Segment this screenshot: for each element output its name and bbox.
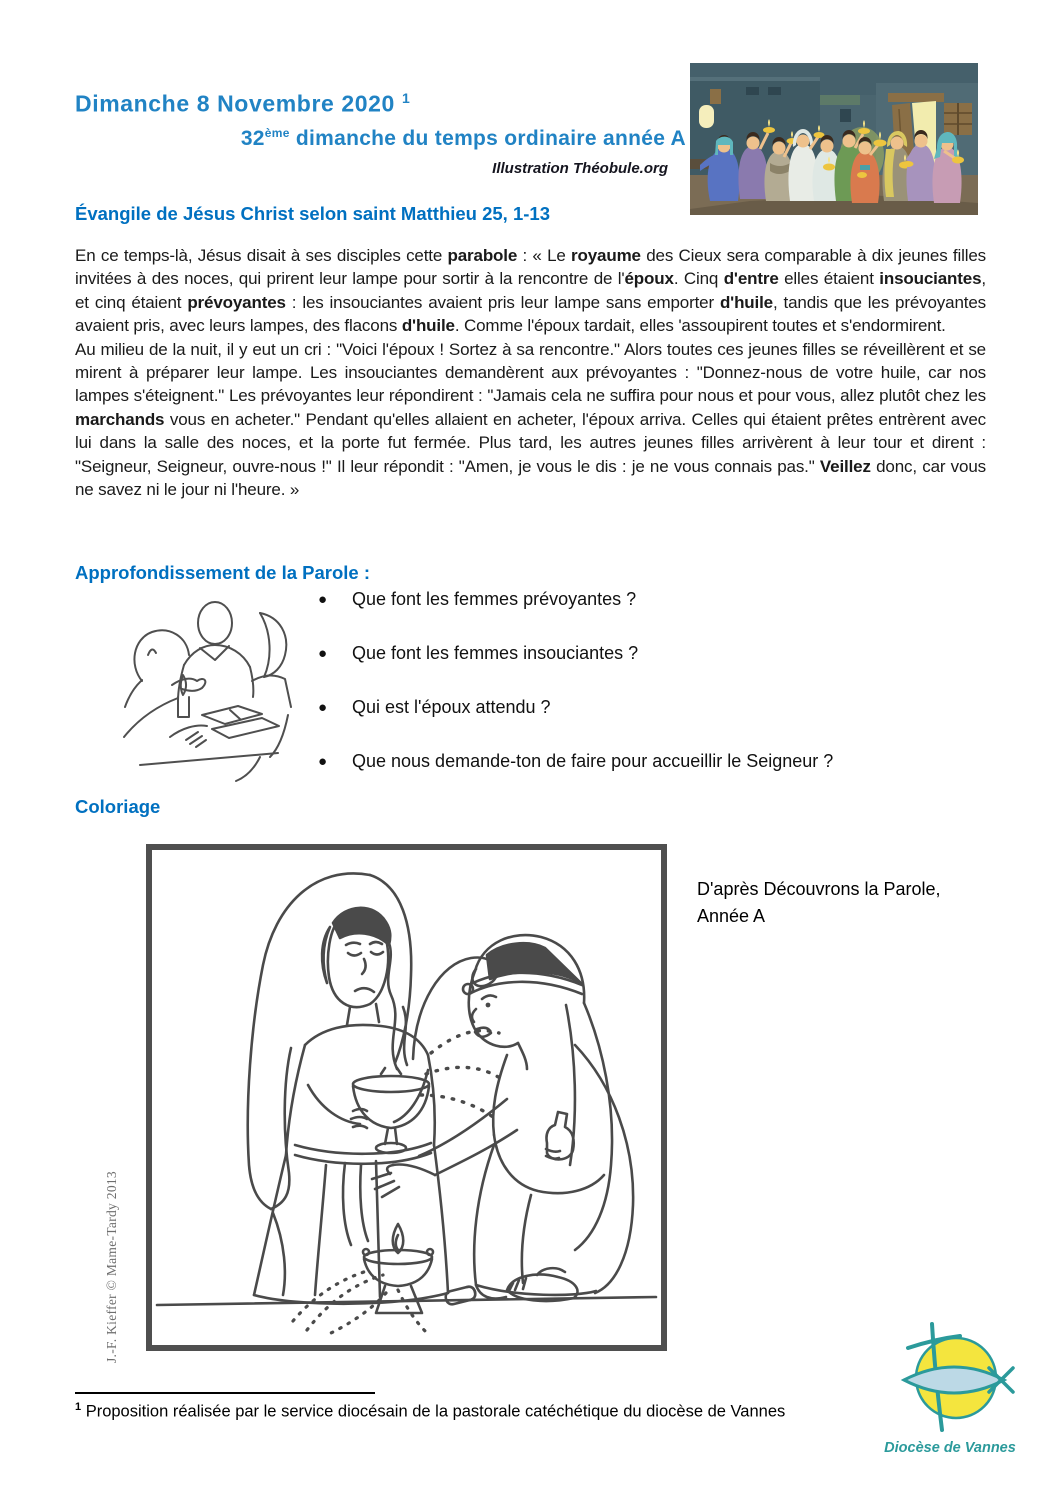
coloring-source-credit	[697, 876, 997, 930]
diocese-de-vannes-logo	[886, 1318, 1016, 1440]
subtitle-text: dimanche du temps ordinaire année A	[289, 127, 686, 150]
bullet-icon: ●	[318, 591, 328, 608]
bullet-icon: ●	[318, 645, 328, 662]
gospel-heading: Évangile de Jésus Christ selon saint Matthieu 25, 1-13	[75, 203, 550, 224]
question-item	[318, 750, 958, 773]
subtitle-number: 32	[240, 127, 265, 150]
approfondissement-heading: Approfondissement de la Parole :	[75, 562, 371, 583]
question-text: Que nous demande-ton de faire pour accueillir le Seigneur ?	[352, 751, 834, 771]
footnote-text: Proposition réalisée par le service diocésain de la pastorale catéchétique du diocèse de Vannes	[81, 1402, 786, 1421]
question-text: Qui est l'époux attendu ?	[352, 697, 551, 717]
bullet-icon: ●	[318, 699, 328, 716]
group-reading-sketch-illustration	[112, 585, 292, 787]
logo-caption: Diocèse de Vannes	[884, 1440, 1016, 1456]
subtitle-ordinal: ème	[264, 126, 290, 140]
hero-illustration-ten-virgins	[690, 63, 978, 215]
questions-list	[318, 588, 958, 804]
footnote	[75, 1401, 875, 1422]
question-item	[318, 588, 958, 611]
bullet-icon: ●	[318, 753, 328, 770]
page-subtitle	[0, 126, 686, 151]
coloring-artist-copyright: J.-F. Kieffer © Mame-Tardy 2013	[104, 1171, 119, 1363]
question-item	[318, 642, 958, 665]
footnote-marker: 1	[75, 1401, 82, 1413]
gospel-paragraph-2: Au milieu de la nuit, il y eut un cri : "Voici l'époux ! Sortez à sa rencontre." Alors toutes ces jeunes filles se réveillèrent et se mirent à préparer leur lampe. Les insouciantes demandèrent aux prévoyantes : "Donnez-nous de votre huile, car nos lampes s'éteignent." Les prévoyantes leur répondirent : "Jamais cela ne suffira pour nous et pour vous, allez plutôt chez les marchands vous en acheter." Pendant qu'elles allaient en acheter, l'époux arriva. Celles qui étaient prêtes entrèrent avec lui dans la salle des noces, et la porte fut fermée. Plus tard, les autres jeunes filles arrivèrent à leur tour et dirent : "Seigneur, Seigneur, ouvre-nous !" Il leur répondit : "Amen, je vous le dis : je ne vous connais pas." Veillez donc, car vous ne savez ni le jour ni l'heure. »	[75, 339, 986, 500]
footnote-reference: 1	[401, 90, 411, 106]
illustration-credit: Illustration Théobule.org	[492, 160, 668, 177]
page-title-text: Dimanche 8 Novembre 2020	[75, 90, 395, 117]
page-title	[75, 90, 410, 118]
question-item	[318, 696, 958, 719]
coloriage-heading: Coloriage	[75, 796, 161, 817]
question-text: Que font les femmes insouciantes ?	[352, 643, 639, 663]
coloring-line-art-two-women-lamp	[145, 843, 668, 1352]
footnote-separator	[75, 1392, 375, 1394]
gospel-text	[75, 244, 986, 501]
question-text: Que font les femmes prévoyantes ?	[352, 589, 637, 609]
coloring-source-line2: Année A	[697, 906, 766, 926]
gospel-paragraph-1: En ce temps-là, Jésus disait à ses disciples cette parabole : « Le royaume des Cieux sera comparable à dix jeunes filles invitées à des noces, qui prirent leur lampe pour sortir à la rencontre de l'époux. Cinq d'entre elles étaient insouciantes, et cinq étaient prévoyantes : les insouciantes avaient pris leur lampe sans emporter d'huile, tandis que les prévoyantes avaient pris, avec leurs lampes, des flacons d'huile. Comme l'époux tardait, elles 'assoupirent toutes et s'endormirent.	[75, 246, 986, 336]
coloring-source-line1: D'après Découvrons la Parole,	[697, 879, 941, 899]
